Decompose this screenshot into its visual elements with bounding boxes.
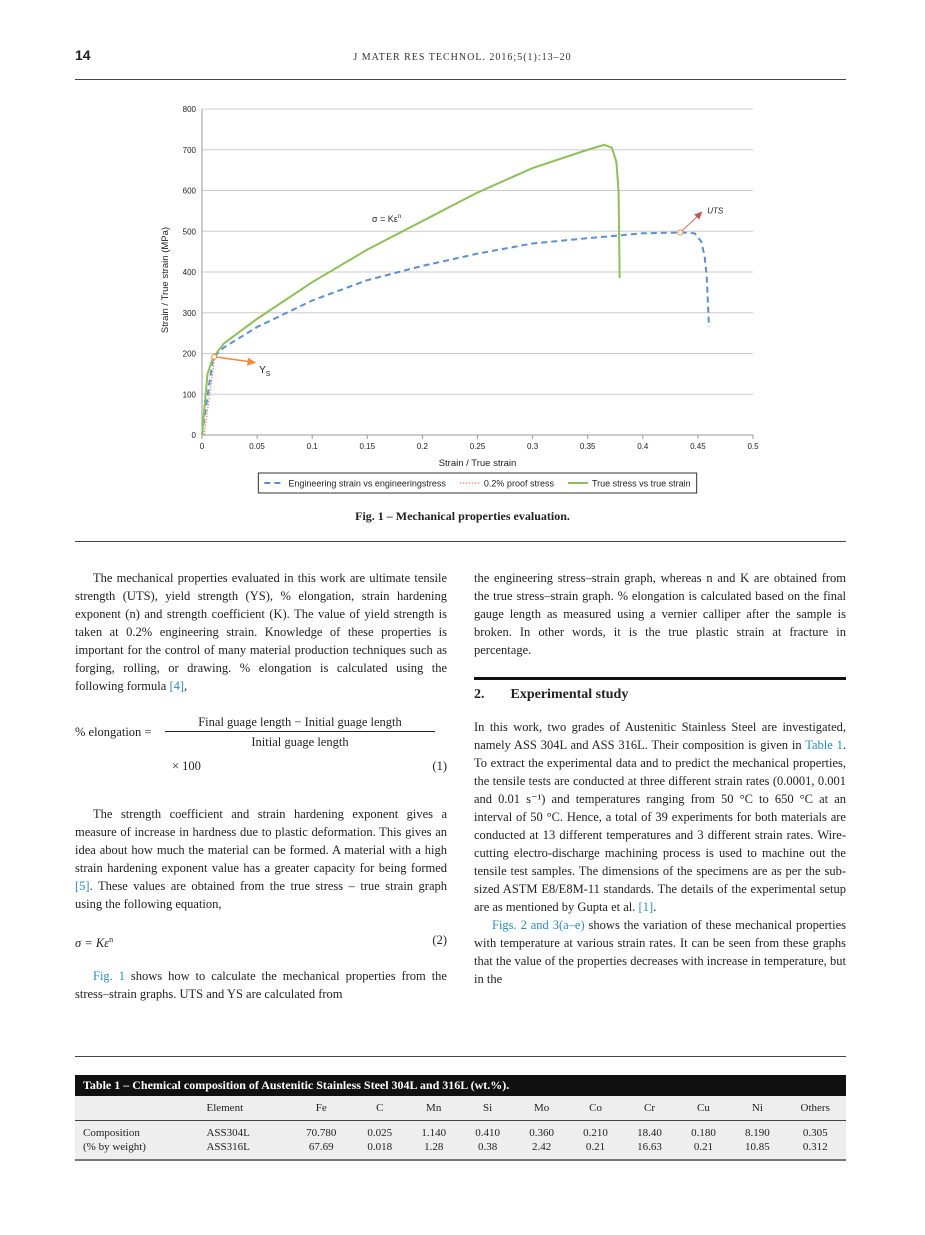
table-cell: ASS316L <box>198 1140 289 1160</box>
table-cell: 1.140 <box>421 1127 447 1139</box>
x-tick-label: 0.3 <box>527 442 539 451</box>
column-header: Fe <box>290 1096 353 1121</box>
stress-strain-chart <box>150 100 770 500</box>
ys-label <box>259 365 271 378</box>
page-number: 14 <box>75 47 91 63</box>
table-cell: 0.410 <box>475 1127 501 1139</box>
eq-number: (1) <box>432 759 447 773</box>
table-cell: 0.38 <box>461 1140 515 1160</box>
column-header: Cr <box>623 1096 677 1121</box>
table-cell: 0.025 <box>367 1127 393 1139</box>
section-number: 2. <box>474 687 485 702</box>
section-title: Experimental study <box>510 687 629 702</box>
equation-label <box>372 214 401 224</box>
composition-table <box>75 1075 846 1161</box>
column-header: C <box>353 1096 407 1121</box>
eq-denominator: Initial guage length <box>251 735 349 749</box>
x-tick-label: 0.05 <box>249 442 265 451</box>
table-row <box>75 1121 846 1141</box>
table-cell: 70.780 <box>306 1127 337 1139</box>
x-tick-label: 0.15 <box>359 442 376 451</box>
divider <box>75 541 846 542</box>
column-header: Cu <box>676 1096 730 1121</box>
table-cell: 0.312 <box>784 1140 846 1160</box>
ys-arrow <box>214 357 250 362</box>
y-tick-label: 200 <box>182 349 196 359</box>
x-tick-label: 0.45 <box>690 442 706 451</box>
uts-arrow <box>680 215 698 232</box>
uts-marker <box>678 230 683 235</box>
ref-link[interactable]: [1] <box>638 900 654 914</box>
paragraph: In this work, two grades of Austenitic Stainless Steel are investigated, namely ASS 304L and ASS 316L. Their composition is given in Table 1. To extract the experimental data and to predict the mechanical properties, the tensile tests are conducted at three different strain rates (0.0001, 0.001 and 0.01 s⁻¹) and temperatures ranging from 50 °C to 650 °C at an interval of 50 °C. Hence, a total of 39 experiments for both materials are conducted at 13 different temperatures and 3 different strain rates. Wire-cutting electro-discharge machining process is used to machine out the tensile test samples. The dimensions of the specimens are as per the sub-sized ASTM E8/E8M-11 standards. The details of the experimental setup are as mentioned by Gupta et al. [1]. <box>474 720 846 914</box>
table-cell: 1.28 <box>407 1140 461 1160</box>
x-tick-label: 0.5 <box>747 442 759 451</box>
equation-exponent: n <box>397 214 402 220</box>
x-tick-label: 0.2 <box>416 442 428 451</box>
y-tick-label: 800 <box>182 105 196 114</box>
table-cell: 0.305 <box>802 1127 828 1139</box>
table-cell: 0.21 <box>569 1140 623 1160</box>
table-cell: 10.85 <box>730 1140 784 1160</box>
y-tick-label: 500 <box>182 227 196 237</box>
column-header: Mo <box>515 1096 569 1121</box>
table-cell: (% by weight) <box>75 1140 198 1160</box>
series-line-0 <box>202 232 709 435</box>
table-cell: 16.63 <box>623 1140 677 1160</box>
eq-number: (2) <box>432 933 447 947</box>
column-header: Ni <box>730 1096 784 1121</box>
legend-label: Engineering strain vs engineeringstress <box>288 478 446 489</box>
table-row <box>75 1140 846 1160</box>
x-tick-label: 0 <box>199 442 205 451</box>
section-heading <box>474 677 846 704</box>
eq2-text: σ = Kε <box>75 936 110 951</box>
ys-text: Y <box>259 364 266 376</box>
table-caption: Table 1 – Chemical composition of Austenitic Stainless Steel 304L and 316L (wt.%). <box>75 1075 846 1096</box>
eq2-exponent: n <box>109 935 114 944</box>
paragraph: The mechanical properties evaluated in this work are ultimate tensile strength (UTS), yield strength (YS), % elongation, strain hardening exponent (n) and strength coefficient (K). The value of yield strength is taken at 0.2% engineering strain. Knowledge of these properties is important for the control of many material production techniques such as forging, rolling, or drawing. % elongation is calculated using the following formula [4], <box>75 571 447 693</box>
y-tick-label: 0 <box>191 431 196 440</box>
x-axis-label: Strain / True strain <box>438 458 517 469</box>
fig-link[interactable]: Figs. 2 and 3(a–e) <box>492 918 585 932</box>
table-cell: 0.018 <box>353 1140 407 1160</box>
column-header: Si <box>461 1096 515 1121</box>
left-column <box>75 569 447 1003</box>
table-cell: 0.21 <box>676 1140 730 1160</box>
table-cell: ASS304L <box>206 1127 250 1139</box>
legend-label: True stress vs true strain <box>591 478 691 489</box>
uts-label: UTS <box>707 206 724 216</box>
table-cell: Composition <box>83 1127 140 1139</box>
right-column <box>474 569 846 988</box>
column-header: Others <box>784 1096 846 1121</box>
ref-link[interactable]: [4] <box>169 679 185 693</box>
table-cell: 2.42 <box>515 1140 569 1160</box>
table-cell: 8.190 <box>745 1127 770 1139</box>
paragraph: The strength coefficient and strain hardening exponent gives a measure of increase in hardness due to plastic deformation. This gives an idea about how much the material can be formed. A material with a high strain hardening exponent value has a greater capacity for being formed [5]. These values are obtained from the true stress – true strain graph using the following equation, <box>75 807 447 911</box>
equation-1 <box>75 713 447 751</box>
column-header: Element <box>198 1096 289 1121</box>
ys-subscript: S <box>265 370 271 378</box>
ref-link[interactable]: [5] <box>75 879 90 893</box>
divider <box>75 79 846 80</box>
legend-label: 0.2% proof stress <box>483 478 554 489</box>
y-tick-label: 300 <box>182 308 196 318</box>
column-header: Mn <box>407 1096 461 1121</box>
table-cell: 0.210 <box>583 1127 608 1139</box>
ys-arrowhead <box>247 358 256 366</box>
paragraph: Figs. 2 and 3(a–e) shows the variation of these mechanical properties with temperature at various strain rates. It can be seen from these graphs that the value of the properties decreases with increase in temperature, but in the <box>474 918 846 986</box>
y-tick-label: 100 <box>182 390 196 400</box>
y-tick-label: 400 <box>182 268 196 277</box>
y-axis-label: Strain / True strain (MPa) <box>160 226 171 334</box>
eq-mult: × 100 <box>172 759 201 773</box>
x-tick-label: 0.1 <box>306 442 318 451</box>
eq-numerator: Final guage length − Initial guage length <box>165 713 435 732</box>
series-line-2 <box>202 145 620 435</box>
x-tick-label: 0.25 <box>469 442 486 451</box>
table-link[interactable]: Table 1 <box>805 738 843 752</box>
eq-lhs: % elongation = <box>75 725 152 739</box>
divider <box>75 1056 846 1057</box>
table-cell: 0.180 <box>691 1127 716 1139</box>
fig-link[interactable]: Fig. 1 <box>93 969 125 983</box>
x-tick-label: 0.4 <box>637 442 649 451</box>
column-header: Co <box>569 1096 623 1121</box>
equation-2 <box>75 931 447 949</box>
table-cell: 67.69 <box>290 1140 353 1160</box>
y-tick-label: 600 <box>182 186 196 196</box>
figure-caption: Fig. 1 – Mechanical properties evaluation. <box>355 509 570 523</box>
journal-header: J MATER RES TECHNOL. 2016;5(1):13–20 <box>353 52 572 63</box>
paragraph: Fig. 1 shows how to calculate the mechanical properties from the stress–strain graphs. UTS and YS are calculated from <box>75 969 447 1001</box>
paragraph: the engineering stress–strain graph, whereas n and K are obtained from the true stress–strain graph. % elongation is calculated based on the final gauge length as measured using a vernier calliper after the sample is broken. In other words, it is the true plastic strain at fracture in percentage. <box>474 571 846 657</box>
table-cell: 18.40 <box>637 1127 662 1139</box>
column-header <box>75 1096 198 1121</box>
table-cell: 0.360 <box>529 1127 554 1139</box>
ys-marker <box>212 354 217 359</box>
y-tick-label: 700 <box>182 145 196 155</box>
x-tick-label: 0.35 <box>579 442 596 451</box>
equation-text: σ = Kε <box>372 214 398 224</box>
